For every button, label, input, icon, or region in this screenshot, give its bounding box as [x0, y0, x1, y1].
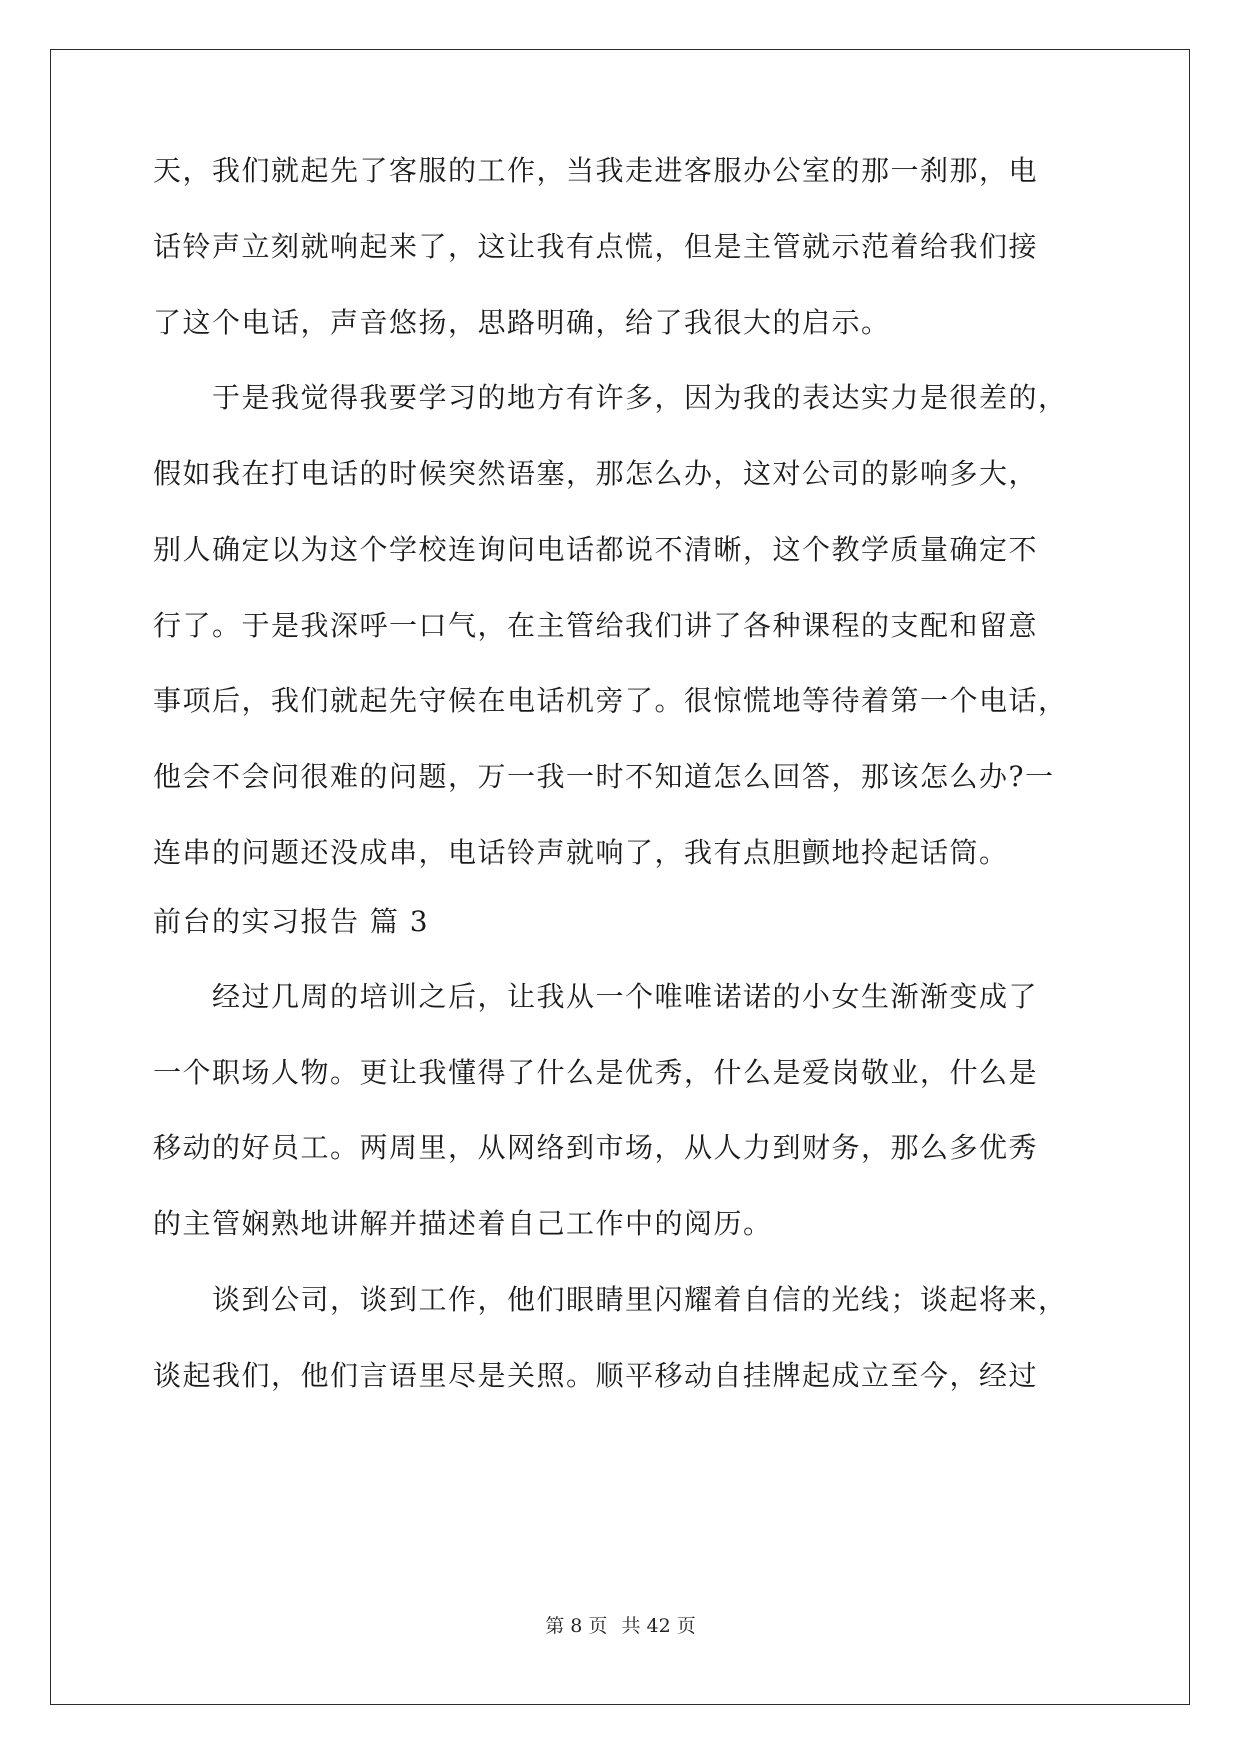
text-line: 天，我们就起先了客服的工作，当我走进客服办公室的那一刹那，电 [153, 154, 1039, 187]
page-number: 第 8 页 [545, 1615, 608, 1637]
text-line: 话铃声立刻就响起来了，这让我有点慌，但是主管就示范着给我们接 [153, 230, 1039, 263]
page-footer [0, 1614, 1241, 1638]
text-line: 假如我在打电话的时候突然语塞，那怎么办，这对公司的影响多大， [153, 457, 1039, 490]
page-total: 共 42 页 [621, 1615, 696, 1637]
text-line: 连串的问题还没成串，电话铃声就响了，我有点胆颤地拎起话筒。 [153, 836, 1009, 869]
text-line: 的主管娴熟地讲解并描述着自己工作中的阅历。 [153, 1207, 773, 1240]
text-line: 他会不会问很难的问题，万一我一时不知道怎么回答，那该怎么办?一 [153, 760, 1055, 793]
text-line: 事项后，我们就起先守候在电话机旁了。很惊慌地等待着第一个电话， [153, 684, 1068, 717]
text-line: 于是我觉得我要学习的地方有许多，因为我的表达实力是很差的， [153, 381, 1068, 414]
text-line: 谈起我们，他们言语里尽是关照。顺平移动自挂牌起成立至今，经过 [153, 1359, 1039, 1392]
text-line: 谈到公司，谈到工作，他们眼睛里闪耀着自信的光线；谈起将来， [153, 1283, 1068, 1316]
text-line: 别人确定以为这个学校连询问电话都说不清晰，这个教学质量确定不 [153, 533, 1039, 566]
text-line: 了这个电话，声音悠扬，思路明确，给了我很大的启示。 [153, 306, 891, 339]
section-heading: 前台的实习报告 篇 3 [153, 905, 430, 938]
text-line: 经过几周的培训之后，让我从一个唯唯诺诺的小女生渐渐变成了 [153, 980, 1039, 1013]
text-line: 一个职场人物。更让我懂得了什么是优秀，什么是爱岗敬业，什么是 [153, 1056, 1039, 1089]
text-line: 移动的好员工。两周里，从网络到市场，从人力到财务，那么多优秀 [153, 1131, 1039, 1164]
text-line: 行了。于是我深呼一口气，在主管给我们讲了各种课程的支配和留意 [153, 609, 1039, 642]
page-border [50, 49, 1190, 1705]
